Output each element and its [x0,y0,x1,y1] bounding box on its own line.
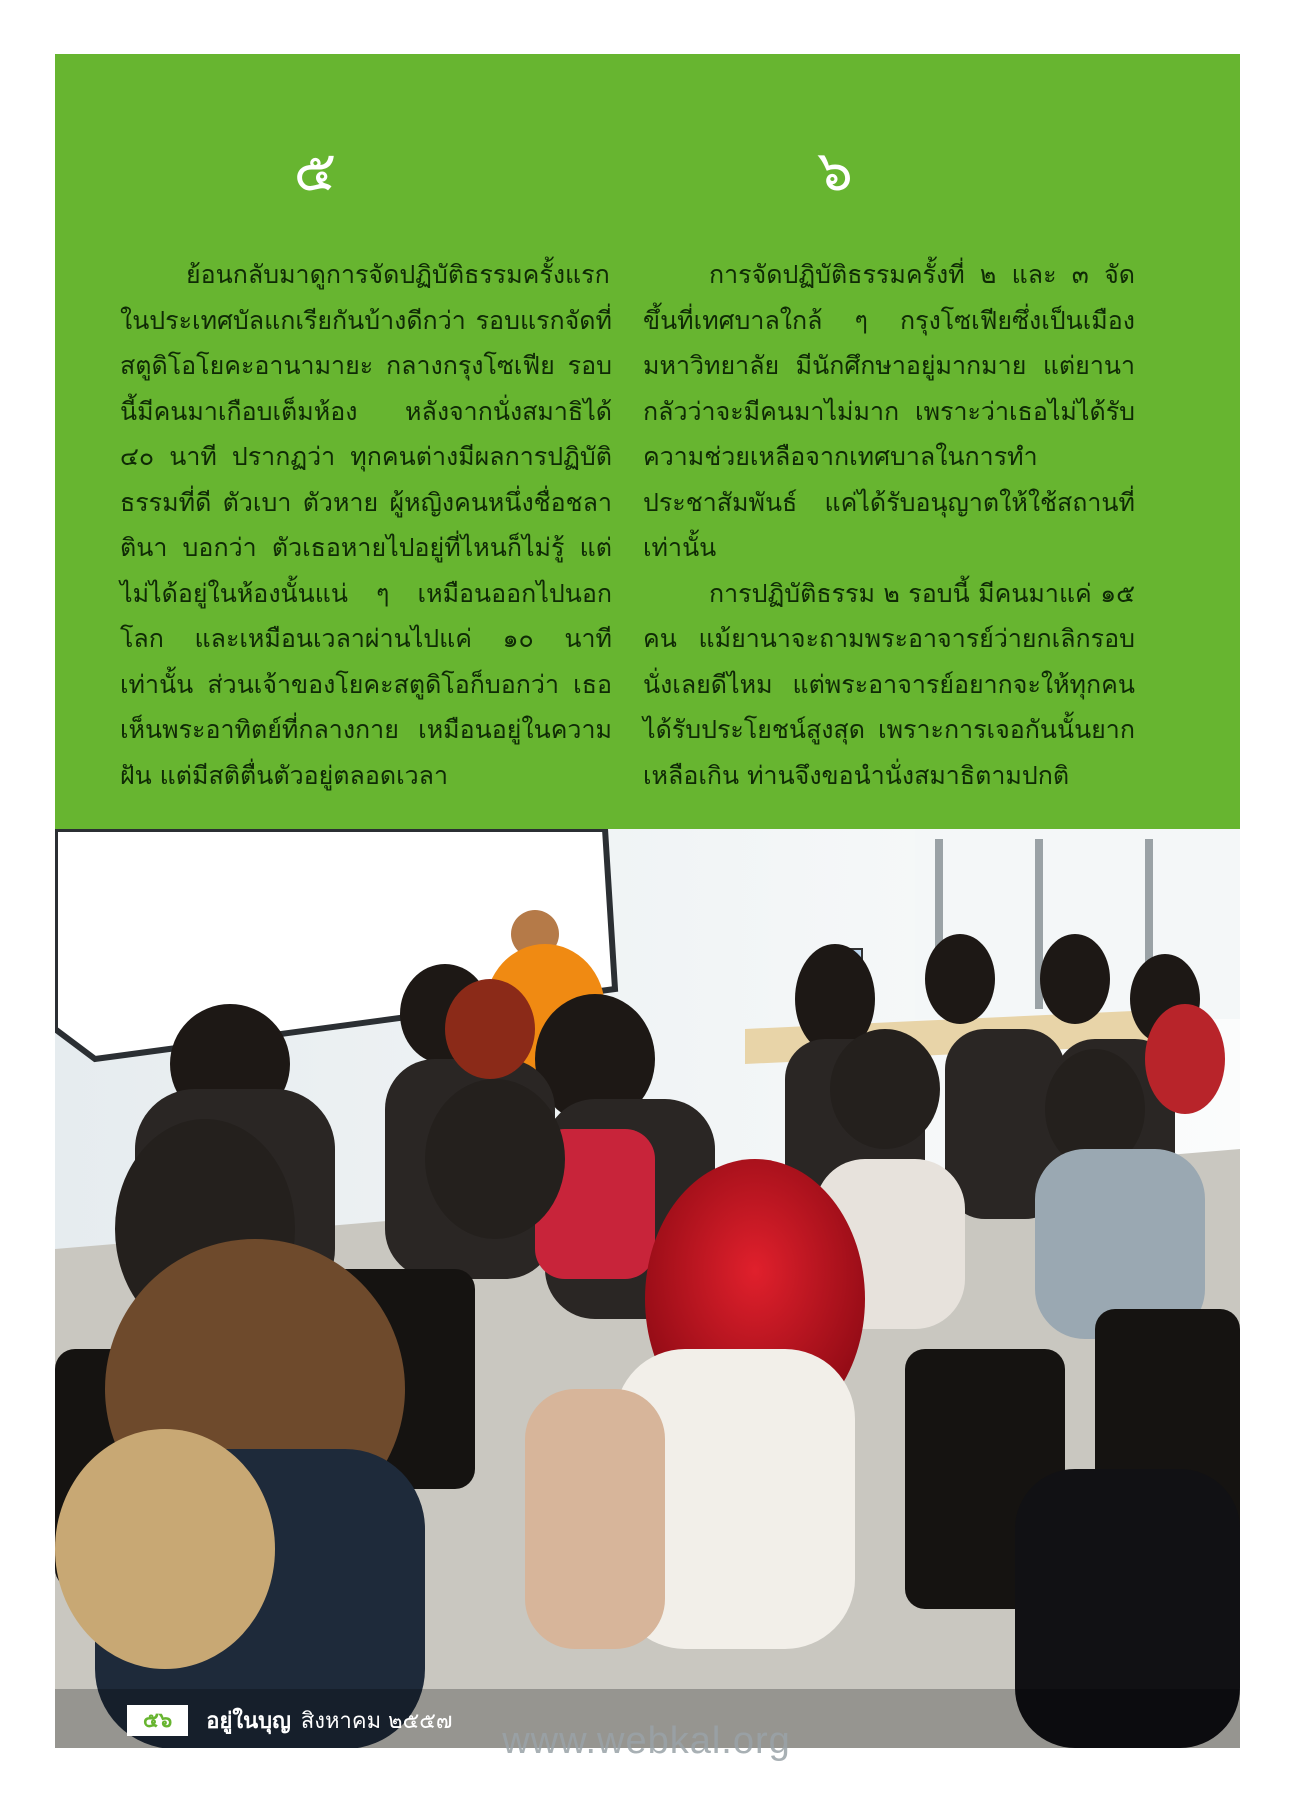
text-panel [55,54,1240,829]
section-numeral-5: ๕ [293,139,337,204]
watermark: www.webkal.org [502,1720,791,1762]
article-page [55,54,1240,1748]
paragraph: การจัดปฏิบัติธรรมครั้งที่ ๒ และ ๓ จัดขึ้นที่เทศบาลใกล้ ๆ กรุงโซเฟียซึ่งเป็นเมืองมหาวิทยาลัย มีนักศึกษาอยู่มากมาย แต่ยานากลัวว่าจะมีคนมาไม่มาก เพราะว่าเธอไม่ได้รับความช่วยเหลือจากเทศบาลในการทำประชาสัมพันธ์ แค่ได้รับอนุญาตให้ใช้สถานที่เท่านั้น [643,260,1135,562]
paragraph: การปฏิบัติธรรม ๒ รอบนี้ มีคนมาแค่ ๑๕ คน แม้ยานาจะถามพระอาจารย์ว่ายกเลิกรอบนั่งเลยดีไหม แต่พระอาจารย์อยากจะให้ทุกคนได้รับประโยชน์สูงสุด เพราะการเจอกันนั้นยากเหลือเกิน ท่านจึงขอนำนั่งสมาธิตามปกติ [643,578,1135,790]
article-column-right [643,252,1135,798]
section-numeral-6: ๖ [817,139,853,204]
paragraph: ย้อนกลับมาดูการจัดปฏิบัติธรรมครั้งแรกในประเทศบัลแกเรียกันบ้างดีกว่า รอบแรกจัดที่สตูดิโอโยคะอานามายะ กลางกรุงโซเฟีย รอบนี้มีคนมาเกือบเต็มห้อง หลังจากนั่งสมาธิได้ ๔๐ นาที ปรากฏว่า ทุกคนต่างมีผลการปฏิบัติธรรมที่ดี ตัวเบา ตัวหาย ผู้หญิงคนหนึ่งชื่อชลาตินา บอกว่า ตัวเธอหายไปอยู่ที่ไหนก็ไม่รู้ แต่ไม่ได้อยู่ในห้องนั้นแน่ ๆ เหมือนออกไปนอกโลก และเหมือนเวลาผ่านไปแค่ ๑๐ นาทีเท่านั้น ส่วนเจ้าของโยคะสตูดิโอก็บอกว่า เธอเห็นพระอาทิตย์ที่กลางกาย เหมือนอยู่ในความฝัน แต่มีสติตื่นตัวอยู่ตลอดเวลา [120,260,612,790]
issue-date: สิงหาคม ๒๕๕๗ [300,1708,453,1734]
article-column-left [120,252,612,798]
page-number: ๕๖ [127,1705,188,1736]
meditation-class-photo [55,829,1240,1748]
magazine-name: อยู่ในบุญ [206,1708,291,1734]
